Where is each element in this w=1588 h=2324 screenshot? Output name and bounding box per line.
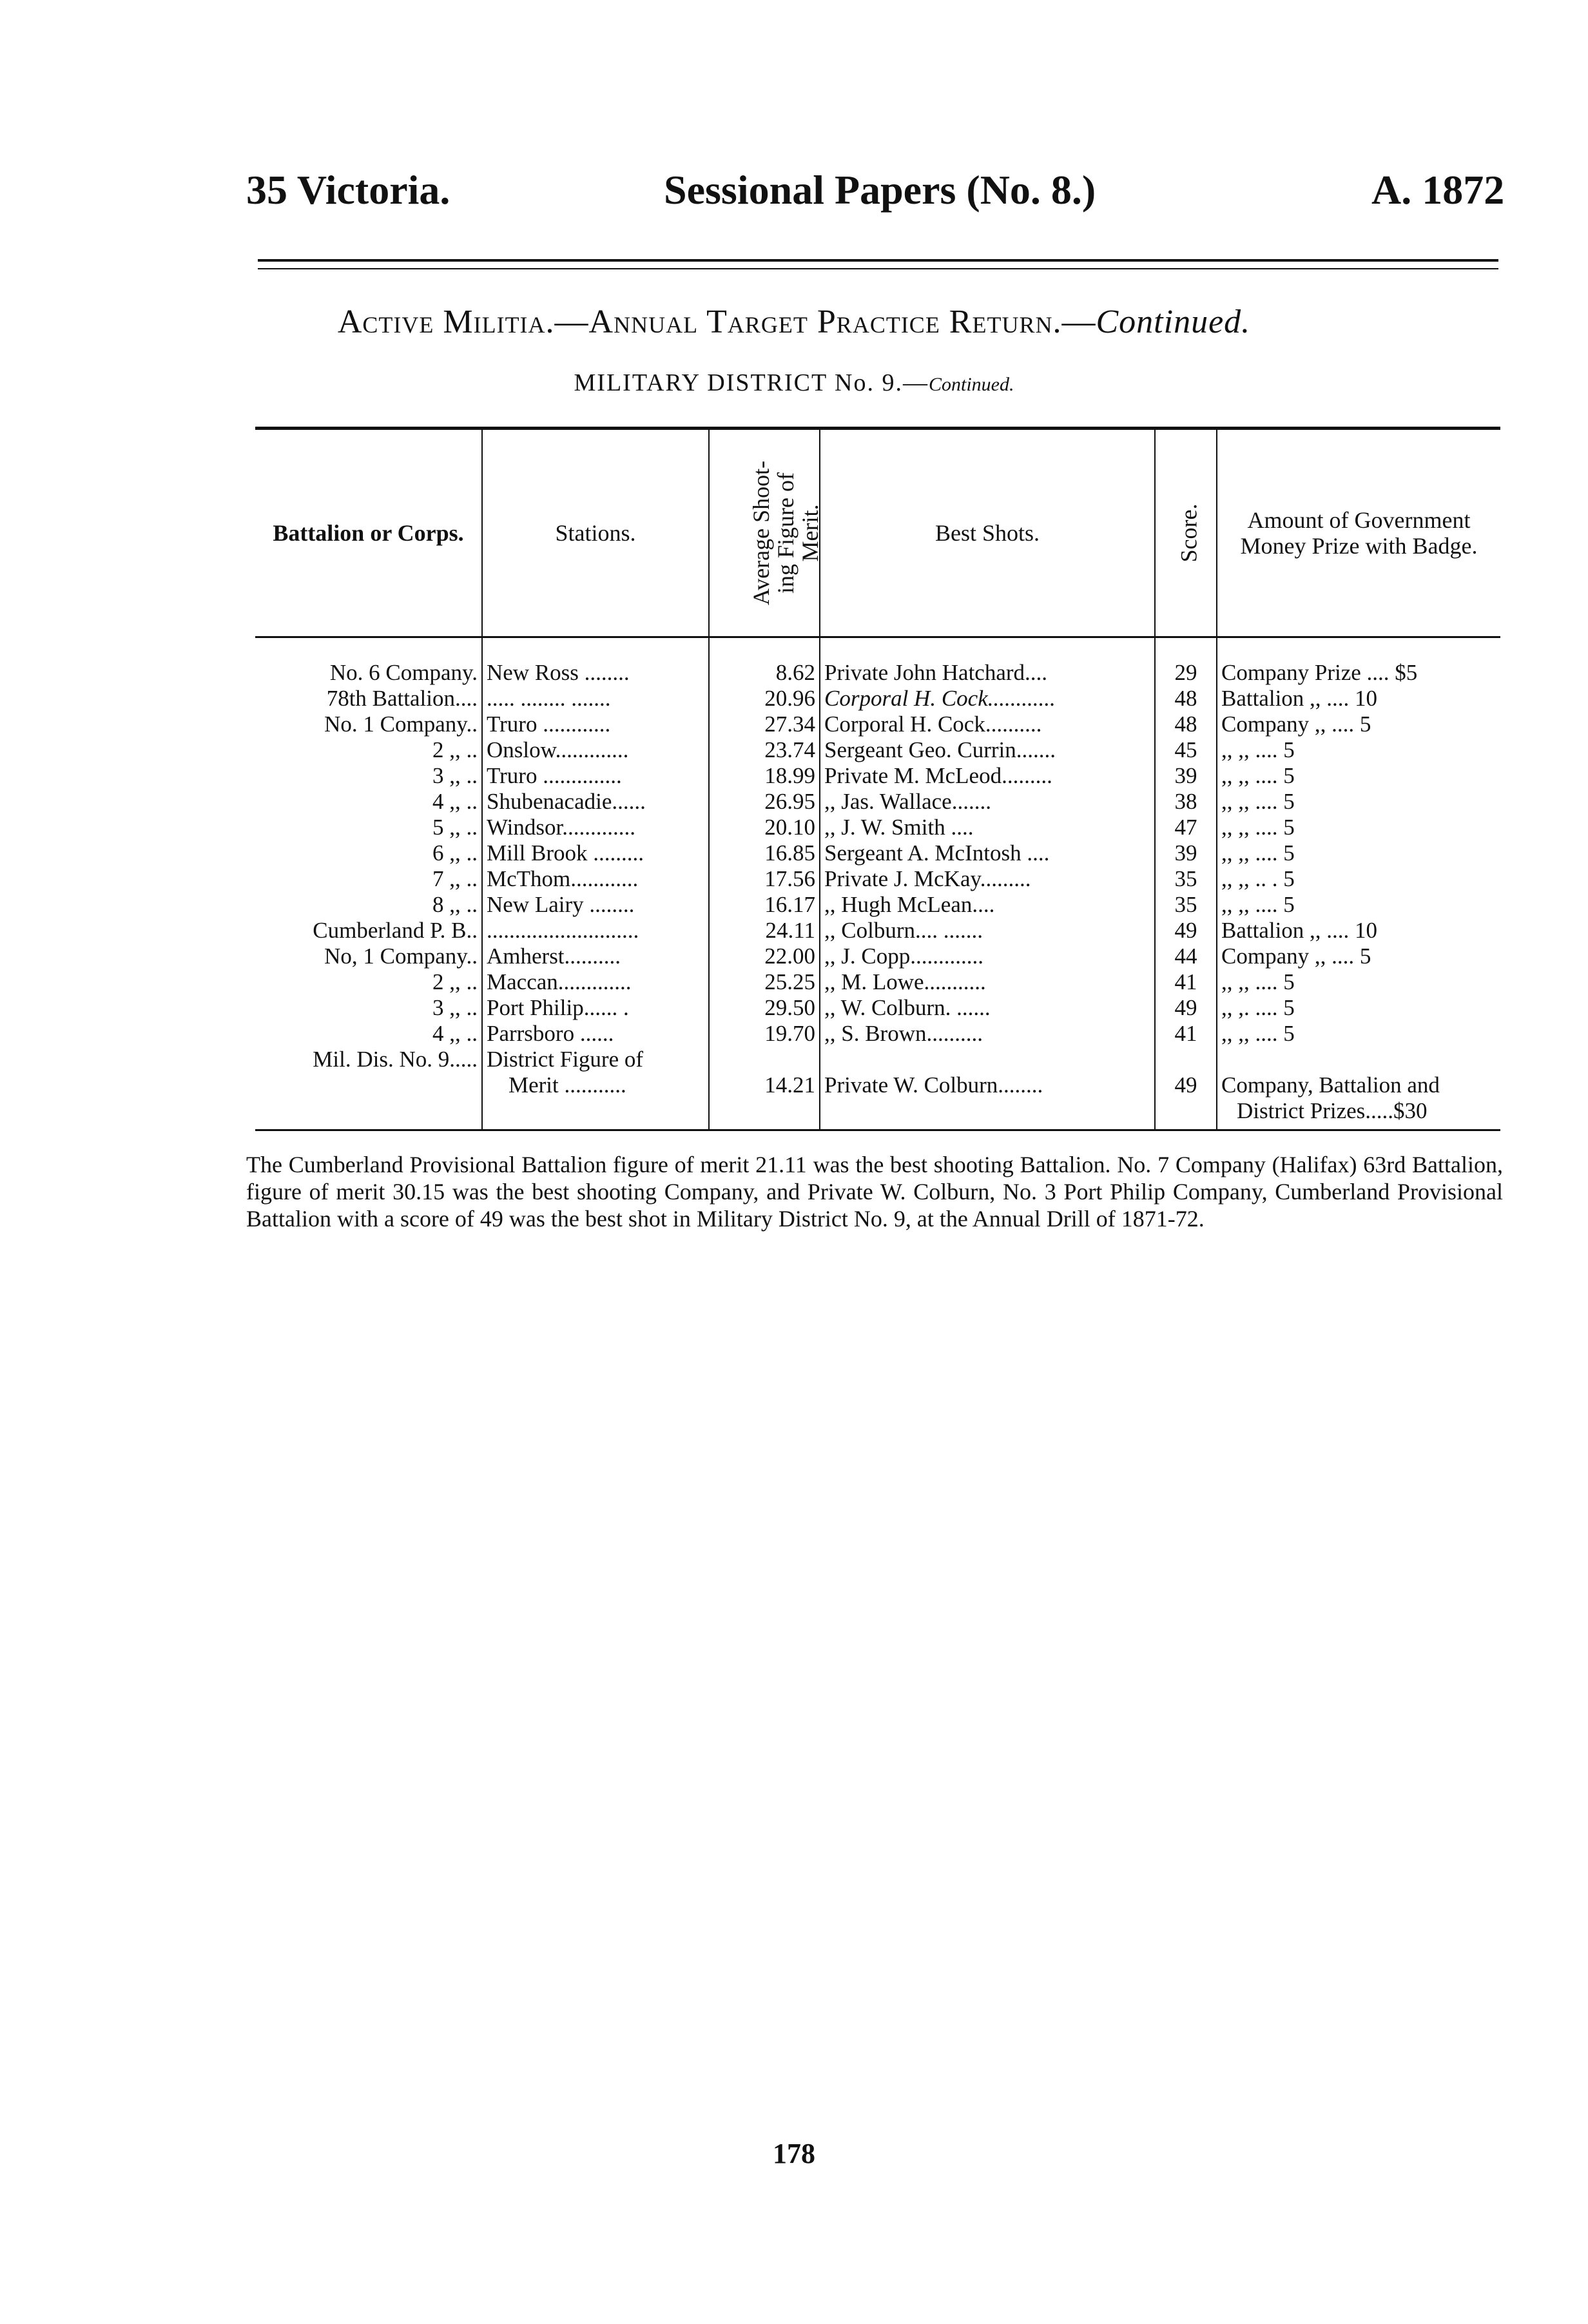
cell-score: 49 — [1155, 918, 1217, 944]
cell-average: 25.25 — [709, 969, 820, 995]
cell-battalion: No, 1 Company.. — [255, 944, 482, 969]
cell-battalion: No. 1 Company.. — [255, 712, 482, 737]
cell-average: 14.21 — [709, 1072, 820, 1098]
cell-average: 8.62 — [709, 637, 820, 686]
table-row — [255, 840, 1500, 866]
cell-best-shot: Sergeant Geo. Currin....... — [820, 737, 1155, 763]
cell-score: 49 — [1155, 995, 1217, 1021]
cell-score: 41 — [1155, 969, 1217, 995]
page-title — [0, 303, 1588, 341]
cell-station: Truro .............. — [482, 763, 709, 789]
cell-prize: Battalion ,, .... 10 — [1221, 686, 1378, 711]
cell-prize: ,, ,, .. . 5 — [1221, 866, 1295, 891]
header-rule-thin — [258, 268, 1498, 269]
cell-average: 19.70 — [709, 1021, 820, 1047]
cell-station: Truro ............ — [482, 712, 709, 737]
cell-score — [1155, 1098, 1217, 1130]
cell-battalion: 3 ,, .. — [255, 995, 482, 1021]
cell-score: 41 — [1155, 1021, 1217, 1047]
cell-prize: Battalion ,, .... 10 — [1221, 918, 1378, 943]
cell-prize: ,, ,, .... 5 — [1221, 815, 1295, 840]
table-header-row — [255, 429, 1500, 637]
cell-score: 29 — [1155, 637, 1217, 686]
cell-station: Parrsboro ...... — [482, 1021, 709, 1047]
cell-battalion: No. 6 Company. — [255, 637, 482, 686]
cell-battalion: 3 ,, .. — [255, 763, 482, 789]
cell-prize: ,, ,, .... 5 — [1221, 892, 1295, 917]
table-row — [255, 763, 1500, 789]
cell-station: District Figure of — [482, 1047, 709, 1072]
cell-battalion: 7 ,, .. — [255, 866, 482, 892]
table-row — [255, 1098, 1500, 1130]
table-row — [255, 815, 1500, 840]
header-battalion: Battalion or Corps. — [255, 429, 482, 637]
cell-score: 39 — [1155, 840, 1217, 866]
cell-station: Windsor............. — [482, 815, 709, 840]
cell-battalion: 6 ,, .. — [255, 840, 482, 866]
cell-battalion: 5 ,, .. — [255, 815, 482, 840]
header-stations: Stations. — [482, 429, 709, 637]
page-subtitle — [0, 369, 1588, 397]
cell-average: 16.17 — [709, 892, 820, 918]
cell-average — [709, 1098, 820, 1130]
cell-best-shot: ,, Colburn.... ....... — [820, 918, 1155, 944]
table-row — [255, 686, 1500, 712]
cell-prize — [1217, 1047, 1500, 1072]
table-row — [255, 995, 1500, 1021]
header-center: Sessional Papers (No. 8.) — [664, 167, 1096, 213]
cell-score: 49 — [1155, 1072, 1217, 1098]
cell-battalion: 8 ,, .. — [255, 892, 482, 918]
cell-average: 16.85 — [709, 840, 820, 866]
cell-prize: Company Prize .... $5 — [1221, 660, 1418, 685]
cell-best-shot: ,, Hugh McLean.... — [820, 892, 1155, 918]
cell-prize: Company, Battalion and — [1221, 1072, 1440, 1098]
cell-battalion: 4 ,, .. — [255, 1021, 482, 1047]
cell-prize: ,, ,, .... 5 — [1221, 763, 1295, 788]
cell-battalion — [255, 1072, 482, 1098]
cell-prize: ,, ,, .... 5 — [1221, 789, 1295, 814]
header-best-shots: Best Shots. — [820, 429, 1155, 637]
cell-battalion: Mil. Dis. No. 9..... — [255, 1047, 482, 1072]
cell-station: New Ross ........ — [482, 637, 709, 686]
cell-score: 48 — [1155, 686, 1217, 712]
cell-prize: ,, ,. .... 5 — [1221, 995, 1295, 1020]
cell-score: 45 — [1155, 737, 1217, 763]
cell-prize: ,, ,, .... 5 — [1221, 969, 1295, 994]
table-row — [255, 918, 1500, 944]
cell-station: Maccan............. — [482, 969, 709, 995]
cell-station: McThom............ — [482, 866, 709, 892]
cell-battalion — [255, 1098, 482, 1130]
header-left: 35 Victoria. — [246, 167, 450, 213]
cell-battalion: 78th Battalion.... — [255, 686, 482, 712]
cell-station: New Lairy ........ — [482, 892, 709, 918]
cell-score — [1155, 1047, 1217, 1072]
cell-average: 22.00 — [709, 944, 820, 969]
header-rule-thick — [258, 259, 1498, 262]
cell-prize: District Prizes.....$30 — [1217, 1098, 1500, 1130]
cell-best-shot: Private M. McLeod......... — [820, 763, 1155, 789]
cell-best-shot: ,, J. W. Smith .... — [820, 815, 1155, 840]
subtitle-continued: Continued. — [928, 374, 1014, 395]
cell-average: 23.74 — [709, 737, 820, 763]
cell-station: ........................... — [482, 918, 709, 944]
cell-average: 29.50 — [709, 995, 820, 1021]
cell-best-shot: Corporal H. Cock.......... — [820, 712, 1155, 737]
header-score-rotated: Score. — [1176, 503, 1202, 563]
table-row — [255, 1047, 1500, 1072]
cell-average: 27.34 — [709, 712, 820, 737]
cell-average: 24.11 — [709, 918, 820, 944]
cell-best-shot: ,, M. Lowe........... — [820, 969, 1155, 995]
cell-prize: Company ,, .... 5 — [1221, 944, 1371, 969]
cell-average: 26.95 — [709, 789, 820, 815]
header-average-rotated — [749, 460, 822, 605]
cell-best-shot: ,, W. Colburn. ...... — [820, 995, 1155, 1021]
cell-best-shot — [820, 1098, 1155, 1130]
cell-station: Merit ........... — [482, 1072, 709, 1098]
cell-score: 35 — [1155, 866, 1217, 892]
cell-best-shot: Private John Hatchard.... — [820, 637, 1155, 686]
table-row — [255, 866, 1500, 892]
cell-battalion: 4 ,, .. — [255, 789, 482, 815]
cell-average: 20.10 — [709, 815, 820, 840]
cell-score: 47 — [1155, 815, 1217, 840]
cell-best-shot — [820, 1047, 1155, 1072]
cell-average: 17.56 — [709, 866, 820, 892]
table-row — [255, 712, 1500, 737]
table-row — [255, 637, 1500, 686]
table-row — [255, 969, 1500, 995]
table-row — [255, 892, 1500, 918]
table-row — [255, 1021, 1500, 1047]
cell-prize: ,, ,, .... 5 — [1221, 1021, 1295, 1046]
cell-battalion: 2 ,, .. — [255, 737, 482, 763]
header-average-line3: Merit. — [797, 504, 824, 561]
cell-best-shot: Private J. McKay......... — [820, 866, 1155, 892]
cell-best-shot: Private W. Colburn........ — [820, 1072, 1155, 1098]
cell-score: 48 — [1155, 712, 1217, 737]
page-number: 178 — [773, 2138, 815, 2169]
cell-average: 20.96 — [709, 686, 820, 712]
cell-station — [482, 1098, 709, 1130]
cell-best-shot: ,, S. Brown.......... — [820, 1021, 1155, 1047]
cell-station: Amherst.......... — [482, 944, 709, 969]
cell-station: Mill Brook ......... — [482, 840, 709, 866]
cell-station: Onslow............. — [482, 737, 709, 763]
cell-best-shot: ,, J. Copp............. — [820, 944, 1155, 969]
target-practice-table — [255, 427, 1500, 1131]
header-average-line2: ing Figure of — [773, 472, 799, 594]
table-row — [255, 944, 1500, 969]
cell-station: Shubenacadie...... — [482, 789, 709, 815]
table-row — [255, 737, 1500, 763]
header-right: A. 1872 — [1371, 167, 1505, 213]
title-main: Active Militia.—Annual Target Practice Return.— — [337, 304, 1096, 340]
cell-battalion: Cumberland P. B.. — [255, 918, 482, 944]
cell-score: 39 — [1155, 763, 1217, 789]
cell-best-shot: ,, Jas. Wallace....... — [820, 789, 1155, 815]
title-continued: Continued. — [1096, 304, 1251, 340]
header-average-line1: Average Shoot- — [748, 460, 775, 605]
cell-best-shot: Corporal H. Cock............ — [820, 686, 1155, 712]
cell-battalion: 2 ,, .. — [255, 969, 482, 995]
cell-average: 18.99 — [709, 763, 820, 789]
header-prize: Amount of Government Money Prize with Badge. — [1217, 429, 1500, 637]
cell-prize: ,, ,, .... 5 — [1221, 840, 1295, 866]
cell-score: 38 — [1155, 789, 1217, 815]
cell-station: Port Philip...... . — [482, 995, 709, 1021]
cell-average — [709, 1047, 820, 1072]
cell-station: ..... ........ ....... — [482, 686, 709, 712]
cell-prize: Company ,, .... 5 — [1221, 712, 1371, 737]
table-row — [255, 789, 1500, 815]
cell-score: 44 — [1155, 944, 1217, 969]
header-score — [1155, 429, 1217, 637]
cell-prize: ,, ,, .... 5 — [1221, 737, 1295, 762]
subtitle-main: MILITARY DISTRICT No. 9.— — [574, 369, 929, 396]
footnote: The Cumberland Provisional Battalion figure of merit 21.11 was the best shooting Battalion. No. 7 Company (Halifax) 63rd Battalion, figure of merit 30.15 was the best shooting Company, and Private W. Colburn, No. 3 Port Philip Company, Cumberland Provisional Battalion with a score of 49 was the best shot in Military District No. 9, at the Annual Drill of 1871-72. — [246, 1152, 1503, 1232]
table-row — [255, 1072, 1500, 1098]
cell-best-shot: Sergeant A. McIntosh .... — [820, 840, 1155, 866]
header-average — [709, 429, 824, 637]
cell-score: 35 — [1155, 892, 1217, 918]
